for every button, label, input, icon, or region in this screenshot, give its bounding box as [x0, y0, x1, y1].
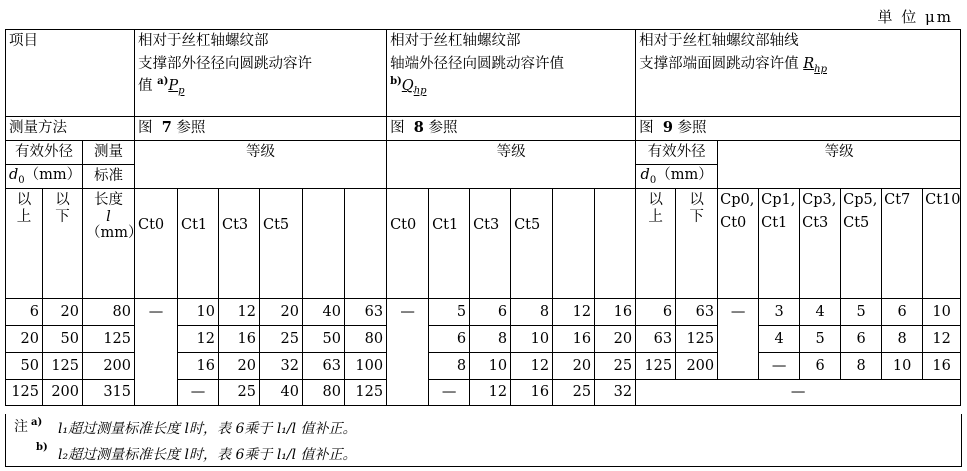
method-row [6, 117, 961, 141]
table-row: 6 20 80 — 10 12 20 40 63 — 5 6 8 12 16 6 63 — 3 4 5 6 10 [6, 299, 961, 326]
length-label: 长度 l （mm） [83, 189, 135, 299]
grade-3-ct10: Ct10 [923, 189, 961, 299]
grade-3-cp3: Cp3, Ct3 [800, 189, 841, 299]
grade-label-1: 等级 [135, 141, 387, 165]
note-label: 注 $^{a)}$ [14, 417, 43, 435]
grade-label-3: 等级 [718, 141, 961, 165]
grade-header-row [6, 141, 961, 165]
grade-3-ct7: Ct7 [882, 189, 923, 299]
grade-2-ct5: Ct5 [511, 189, 553, 299]
below-label-3: 以 下 [676, 189, 718, 299]
dash-cell: — [636, 380, 961, 406]
effective-dia-label: 有效外径 [6, 141, 83, 165]
grade-3-cp5: Cp5, Ct5 [841, 189, 882, 299]
d0-row [6, 165, 961, 189]
method-col2: 图 8 参照 [387, 117, 636, 141]
method-col3: 图 9 参照 [636, 117, 961, 141]
d0-label-3: $d_0(mm)$ [636, 165, 718, 189]
grade-1-ct1: Ct1 [178, 189, 219, 299]
col2-header: 相对于丝杠轴螺纹部 轴端外径径向圆跳动容许值 $^{b)}Q_{hp}$ [387, 30, 636, 117]
above-label: 以 上 [6, 189, 43, 299]
method-label: 测量方法 [6, 117, 135, 141]
notes [5, 414, 962, 467]
note-b-text: l₂超过测量标准长度 l时，表 6乘于 l₁/l 值补正。 [58, 447, 357, 463]
table-row: 50 125 200 16 20 32 63 100 8 10 12 20 25 125 200 — 6 8 10 16 [6, 353, 961, 380]
col3-header: 相对于丝杠轴螺纹部轴线 支撑部端面圆跳动容许值 $R_{hp}$ [636, 30, 961, 117]
col1-header: 相对于丝杠轴螺纹部 支撑部外径径向圆跳动容许 值 $^{a)}P_p$ [135, 30, 387, 117]
grade-1-ct3: Ct3 [219, 189, 260, 299]
header-row [6, 30, 961, 117]
tolerance-table [5, 29, 961, 406]
item-header: 项目 [6, 30, 135, 117]
note-a-text: l₁超过测量标准长度 l时，表 6乘于 l₁/l 值补正。 [58, 421, 357, 437]
d0-label: $d_0(mm)$ [6, 165, 83, 189]
grade-3-cp1: Cp1, Ct1 [759, 189, 800, 299]
grade-label-2: 等级 [387, 141, 636, 165]
grade-2-ct3: Ct3 [470, 189, 511, 299]
grade-1-ct0: Ct0 [135, 189, 178, 299]
table-row: 125 200 315 — 25 40 80 125 — 12 16 25 32 — [6, 380, 961, 406]
table-row: 20 50 125 12 16 25 50 80 6 8 10 16 20 63 125 4 5 6 8 12 [6, 326, 961, 353]
grade-2-ct0: Ct0 [387, 189, 429, 299]
effective-dia-label-3: 有效外径 [636, 141, 718, 165]
measure-label: 测量 [83, 141, 135, 165]
grade-1-ct5: Ct5 [260, 189, 303, 299]
note-b-mark: b) [36, 442, 48, 453]
unit-label: 単 位 μm [877, 8, 953, 26]
below-label: 以 下 [43, 189, 83, 299]
grade-names-row [6, 189, 961, 299]
grade-3-cp0: Cp0, Ct0 [718, 189, 759, 299]
std-label: 标准 [83, 165, 135, 189]
grade-2-ct1: Ct1 [429, 189, 470, 299]
method-col1: 图 7 参照 [135, 117, 387, 141]
above-label-3: 以 上 [636, 189, 676, 299]
